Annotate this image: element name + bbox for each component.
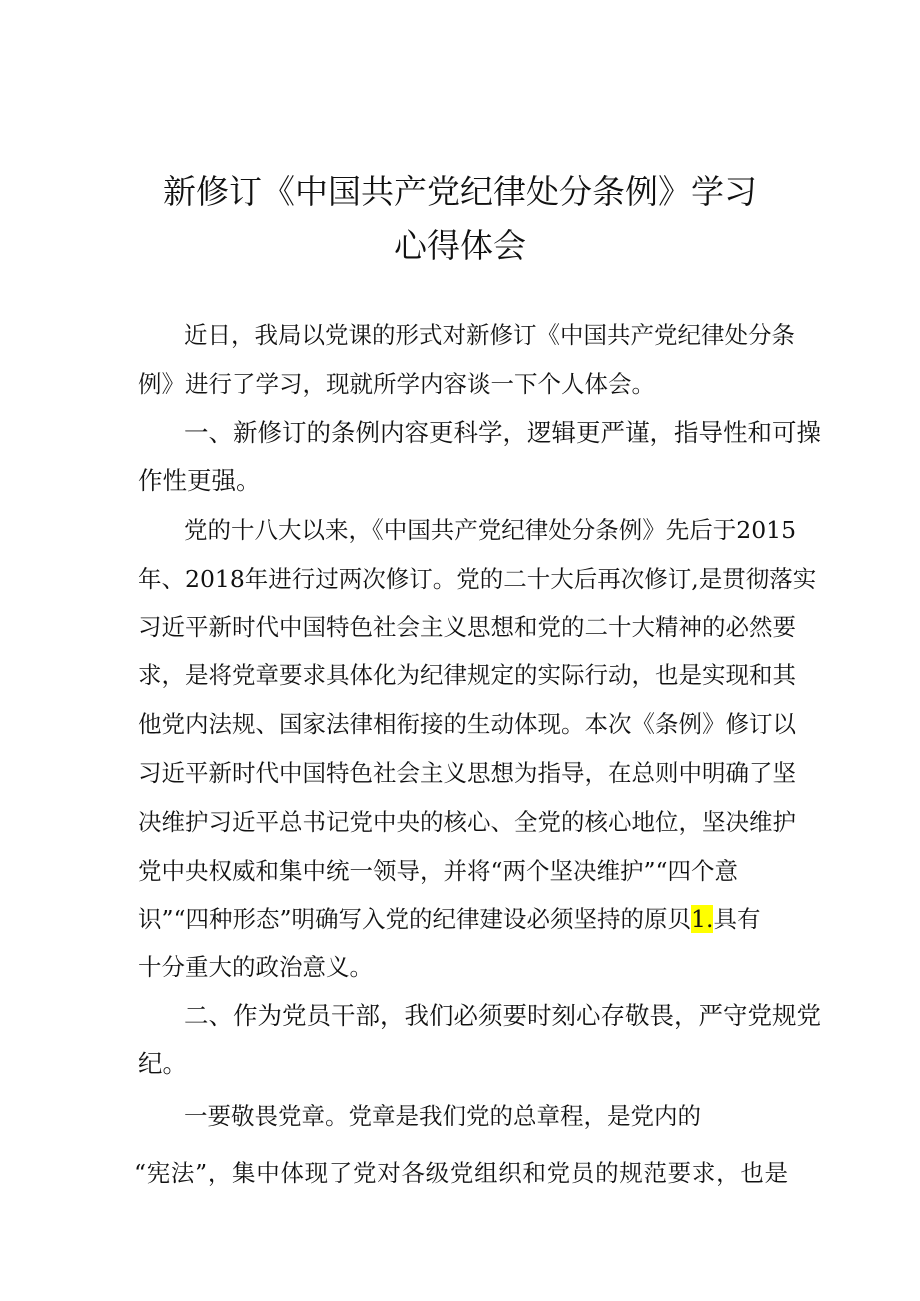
line-9-text-a: 识”“四种形态”明确写入党的纪律建设必须坚持的原贝 [138,905,692,933]
section-1-heading-line-1: 一、新修订的条例内容更科学，逻辑更严谨，指导性和可操 [184,418,821,447]
section-1-paragraph-line-8: 党中央权威和集中统一领导，并将“两个坚决维护”“四个意 [138,857,739,885]
highlighted-text: 1. [691,905,714,933]
section-2-heading-line-1: 二、作为党员干部，我们必须要时刻心存敬畏，严守党规党 [184,1001,821,1030]
section-1-paragraph-line-5: 他党内法规、国家法律相衔接的生动体现。本次《条例》修订以 [138,710,796,738]
section-1-paragraph-line-2: 年、2018年进行过两次修订。党的二十大后再次修订,是贯彻落实 [138,565,817,593]
section-1-paragraph-line-10: 十分重大的政治意义。 [138,953,373,981]
document-title-line-1: 新修订《中国共产党纪律处分条例》学习 [163,172,757,211]
section-1-paragraph-line-4: 求，是将党章要求具体化为纪律规定的实际行动，也是实现和其 [138,661,796,689]
section-2-heading-line-2: 纪。 [138,1049,187,1078]
section-1-paragraph-line-3: 习近平新时代中国特色社会主义思想和党的二十大精神的必然要 [138,613,796,641]
section-1-paragraph-line-6: 习近平新时代中国特色社会主义思想为指导，在总则中明确了坚 [138,759,796,787]
section-1-paragraph-line-9 [138,900,788,934]
line-9-text-b: 具有 [713,905,761,933]
section-2-paragraph-line-1: 一要敬畏党章。党章是我们党的总章程，是党内的 [184,1102,701,1130]
intro-line-1: 近日，我局以党课的形式对新修订《中国共产党纪律处分条 [184,321,795,349]
intro-line-2: 例》进行了学习，现就所学内容谈一下个人体会。 [138,370,655,398]
document-title-line-2: 心得体会 [394,226,526,265]
section-1-paragraph-line-1: 党的十八大以来，《中国共产党纪律处分条例》先后于2015 [184,516,797,544]
section-1-heading-line-2: 作性更强。 [138,466,261,495]
section-2-paragraph-line-2: “宪法”，集中体现了党对各级党组织和党员的规范要求，也是 [134,1159,788,1187]
section-1-paragraph-line-7: 决维护习近平总书记党中央的核心、全党的核心地位，坚决维护 [138,808,796,836]
